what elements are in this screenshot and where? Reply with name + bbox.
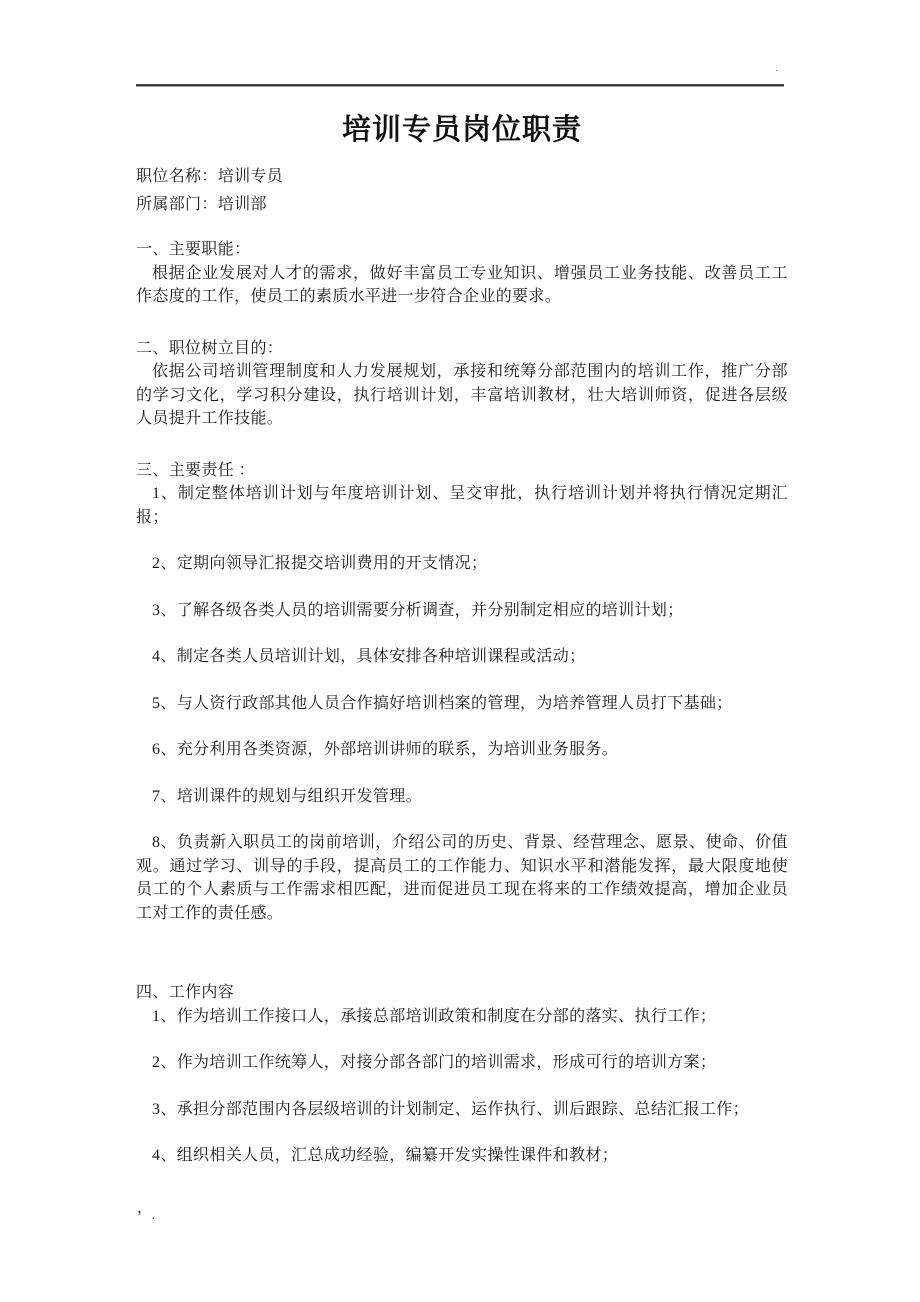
list-item: 1、作为培训工作接口人，承接总部培训政策和制度在分部的落实、执行工作； [152, 1007, 717, 1025]
meta-line-department: 所属部门：培训部 [136, 196, 267, 213]
footer-stray-marks [137, 1196, 197, 1236]
list-item: 5、与人资行政部其他人员合作搞好培训档案的管理，为培养管理人员打下基础； [152, 694, 733, 712]
list-item: 3、了解各级各类人员的培训需要分析调查，并分别制定相应的培训计划； [152, 601, 684, 619]
meta-line-position-name: 职位名称：培训专员 [136, 168, 284, 185]
list-item: 7、培训课件的规划与组织开发管理。 [152, 787, 422, 805]
footer-dot-mark: . [152, 1208, 155, 1222]
section-work-content [136, 981, 788, 1168]
section-position-purpose [136, 337, 788, 431]
list-item: 2、定期向领导汇报提交培训费用的开支情况； [152, 555, 488, 572]
section-heading: 一、主要职能： [136, 241, 251, 258]
list-item: 1、制定整体培训计划与年度培训计划、呈交审批，执行培训计划并将执行情况定期汇报； [136, 485, 788, 526]
list-item: 8、负责新入职员工的岗前培训，介绍公司的历史、背景、经营理念、愿景、使命、价值观。通过学习、训导的手段，提高员工的工作能力、知识水平和潜能发挥，最大限度地使员工的个人素质与工作需求相匹配，进而促进员工现在将来的工作绩效提高，增加企业员工对工作的责任感。 [136, 834, 788, 922]
list-item: 4、组织相关人员，汇总成功经验，编纂开发实操性课件和教材； [152, 1147, 619, 1164]
header-dot-mark: · [775, 65, 779, 77]
footer-comma-mark: ， [137, 1200, 153, 1216]
section-paragraph: 根据企业发展对人才的需求，做好丰富员工专业知识、增强员工业务技能、改善员工工作态度的工作，使员工的素质水平进一步符合企业的要求。 [136, 264, 788, 305]
list-item: 3、承担分部范围内各层级培训的计划制定、运作执行、训后跟踪、总结汇报工作； [152, 1100, 749, 1118]
section-heading: 三、主要责任 ： [136, 461, 255, 479]
meta-block [136, 163, 788, 219]
document-content [136, 112, 788, 1196]
list-item: 4、制定各类人员培训计划，具体安排各种培训课程或活动； [152, 648, 586, 665]
page-title: 培训专员岗位职责 [341, 114, 582, 146]
section-heading: 四、工作内容 [136, 984, 235, 1001]
section-paragraph: 依据公司培训管理制度和人力发展规划，承接和统筹分部范围内的培训工作，推广分部的学习文化，学习积分建设，执行培训计划，丰富培训教材，壮大培训师资，促进各层级人员提升工作技能。 [136, 363, 788, 427]
list-item: 2、作为培训工作统筹人，对接分部各部门的培训需求，形成可行的培训方案； [152, 1054, 717, 1071]
section-heading: 二、职位树立目的： [136, 339, 284, 357]
list-item: 6、充分利用各类资源，外部培训讲师的联系，为培训业务服务。 [152, 741, 619, 758]
section-main-responsibilities [136, 459, 788, 926]
header-rule [136, 84, 784, 87]
section-main-functions [136, 238, 788, 309]
